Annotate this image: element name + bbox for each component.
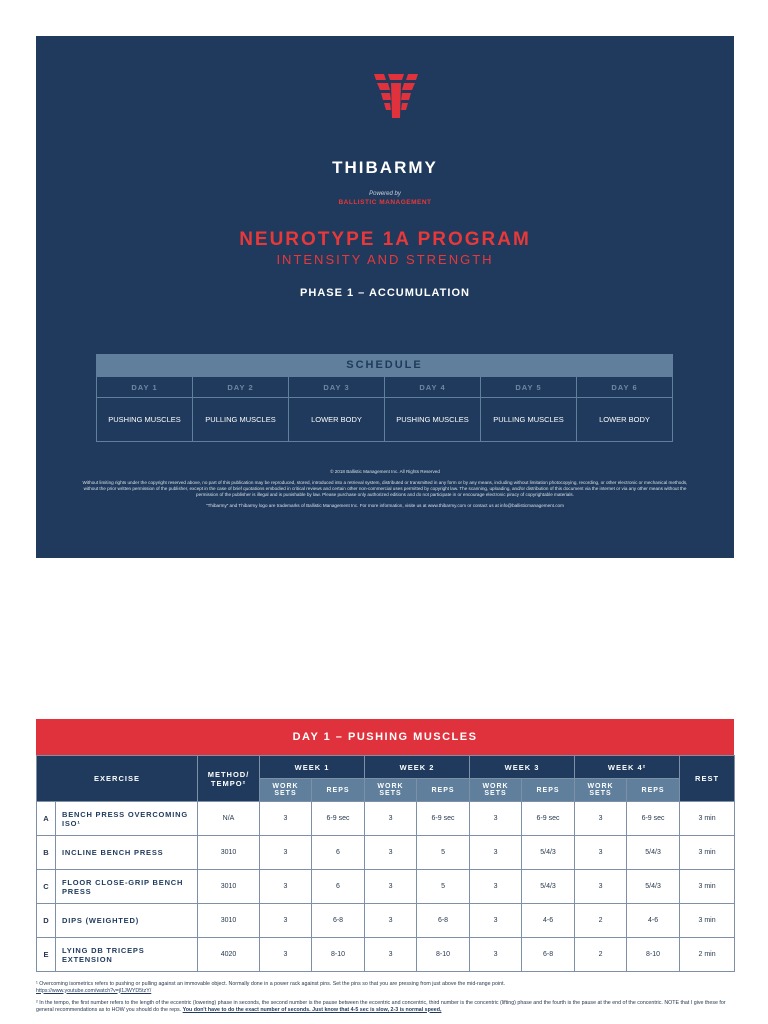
cover-panel: [36, 36, 734, 558]
program-title: NEUROTYPE 1A PROGRAM: [239, 229, 531, 250]
schedule-focus: PUSHING MUSCLES: [385, 398, 481, 442]
copyright-line: © 2018 Ballistic Management Inc. All Rights Reserved: [330, 469, 440, 474]
cell-w2r: 6-9 sec: [417, 802, 470, 836]
cell-w2s: 3: [365, 802, 417, 836]
schedule-focus: PUSHING MUSCLES: [97, 398, 193, 442]
cell-w4s: 3: [575, 836, 627, 870]
partner-name: BALLISTIC MANAGEMENT: [338, 199, 432, 206]
schedule-day-label: DAY 5: [481, 377, 577, 398]
cell-w4s: 2: [575, 938, 627, 972]
cell-w3s: 3: [470, 938, 522, 972]
cell-w3s: 3: [470, 836, 522, 870]
schedule-title: SCHEDULE: [96, 354, 673, 377]
footnote-2-emphasis: You don't have to do the exact number of seconds. Just know that 4-5 sec is slow, 2-3 is normal speed,: [182, 1006, 442, 1013]
cell-w1r: 6: [312, 836, 365, 870]
table-row: [37, 836, 735, 870]
row-letter: D: [37, 904, 56, 938]
cell-w2s: 3: [365, 870, 417, 904]
schedule-day-label: DAY 2: [193, 377, 289, 398]
schedule-focus: PULLING MUSCLES: [481, 398, 577, 442]
row-letter: E: [37, 938, 56, 972]
cell-w4r: 5/4/3: [627, 870, 680, 904]
cell-w3r: 5/4/3: [522, 836, 575, 870]
cell-w3s: 3: [470, 870, 522, 904]
cell-w1s: 3: [260, 802, 312, 836]
row-letter: C: [37, 870, 56, 904]
day1-table: [36, 719, 734, 972]
exercise-name: DIPS (WEIGHTED): [56, 904, 198, 938]
week-header: WEEK 4²: [575, 756, 680, 779]
schedule-day-label: DAY 6: [577, 377, 673, 398]
cell-method: 3010: [198, 870, 260, 904]
schedule-table: [96, 354, 673, 442]
cell-w3r: 5/4/3: [522, 870, 575, 904]
table-body: [37, 802, 735, 972]
cell-w4s: 3: [575, 870, 627, 904]
cell-w1r: 6-9 sec: [312, 802, 365, 836]
footnote-2: [36, 1000, 734, 1013]
cell-w1s: 3: [260, 836, 312, 870]
powered-by-label: Powered by: [369, 191, 401, 197]
reps-header: REPS: [627, 779, 680, 802]
schedule-day-label: DAY 4: [385, 377, 481, 398]
reps-header: REPS: [522, 779, 575, 802]
footnote-1: ¹ Overcoming isometrics refers to pushing or pulling against an immovable object. Normally done in a power rack against pins. Set the pins so that you are pressing from just above the mid-range point.: [36, 981, 506, 987]
cell-w4r: 4-6: [627, 904, 680, 938]
footnote-2-text: ² In the tempo, the first number refers to the length of the eccentric (lowering) phase in seconds, the second number is the pause between the eccentric and concentric, third number is the concentric (lifting) phase and the fourth is the pause at the end of the concentric. NOTE that I give these for general recommendations as to HOW you should do the reps.: [36, 1000, 726, 1013]
cell-w2s: 3: [365, 836, 417, 870]
cell-w1r: 8-10: [312, 938, 365, 972]
schedule-focus: LOWER BODY: [577, 398, 673, 442]
workout-table: [36, 755, 735, 972]
cell-rest: 3 min: [680, 836, 735, 870]
row-letter: B: [37, 836, 56, 870]
schedule-day-label: DAY 3: [289, 377, 385, 398]
cell-w2r: 5: [417, 836, 470, 870]
rights-paragraph: Without limiting rights under the copyright reserved above, no part of this publication may be reproduced, stored, introduced into a retrieval system, distributed or transmitted in any form or by any means, including without limitation photocopying, recording, or other electronic or mechanical methods, without the prior written permission of the publisher, except in the case of brief quotations embodied in critical reviews and certain other non-commercial uses permitted by copyright law. The scanning, uploading, and/or distribution of this document via the internet or via any other means without the permission of the publisher is illegal and is punishable by law. Please purchase only authorized editions and do not participate in or encourage electronic piracy of copyrightable materials.: [82, 480, 688, 497]
cell-w4r: 6-9 sec: [627, 802, 680, 836]
cell-w4r: 5/4/3: [627, 836, 680, 870]
rest-header: REST: [680, 756, 735, 802]
table-row: [37, 938, 735, 972]
table-row: [37, 904, 735, 938]
table-row: [37, 802, 735, 836]
cell-w1r: 6-8: [312, 904, 365, 938]
cell-w4r: 8-10: [627, 938, 680, 972]
phase-title: PHASE 1 – ACCUMULATION: [300, 287, 470, 299]
work-sets-header: WORK SETS: [575, 779, 627, 802]
week-header: WEEK 3: [470, 756, 575, 779]
legal-notice: [76, 469, 694, 514]
cell-w1s: 3: [260, 870, 312, 904]
cell-w1s: 3: [260, 938, 312, 972]
work-sets-header: WORK SETS: [260, 779, 312, 802]
exercise-name: FLOOR CLOSE-GRIP BENCH PRESS: [56, 870, 198, 904]
exercise-name: LYING DB TRICEPS EXTENSION: [56, 938, 198, 972]
method-header: METHOD/ TEMPO²: [198, 756, 260, 802]
day1-banner: DAY 1 – PUSHING MUSCLES: [36, 719, 734, 755]
cell-w1r: 6: [312, 870, 365, 904]
reps-header: REPS: [312, 779, 365, 802]
cell-rest: 3 min: [680, 802, 735, 836]
schedule-focus: PULLING MUSCLES: [193, 398, 289, 442]
work-sets-header: WORK SETS: [470, 779, 522, 802]
cell-method: 4020: [198, 938, 260, 972]
cell-w1s: 3: [260, 904, 312, 938]
work-sets-header: WORK SETS: [365, 779, 417, 802]
cell-w4s: 3: [575, 802, 627, 836]
cell-w4s: 2: [575, 904, 627, 938]
footnote-link[interactable]: https://www.youtube.com/watch?v=jl1JWYD5tzY/: [36, 987, 152, 994]
program-subtitle: INTENSITY AND STRENGTH: [276, 252, 494, 267]
cell-method: N/A: [198, 802, 260, 836]
brand-name: THIBARMY: [332, 158, 438, 177]
cell-w3r: 4-6: [522, 904, 575, 938]
schedule-grid: [96, 377, 673, 442]
cell-w2r: 8-10: [417, 938, 470, 972]
exercise-header: EXERCISE: [37, 756, 198, 802]
week-header: WEEK 2: [365, 756, 470, 779]
table-row: [37, 870, 735, 904]
exercise-name: INCLINE BENCH PRESS: [56, 836, 198, 870]
cell-method: 3010: [198, 904, 260, 938]
footnotes: [36, 981, 734, 1013]
cell-w3s: 3: [470, 904, 522, 938]
schedule-day-label: DAY 1: [97, 377, 193, 398]
cell-rest: 3 min: [680, 870, 735, 904]
reps-header: REPS: [417, 779, 470, 802]
cell-w3r: 6-9 sec: [522, 802, 575, 836]
row-letter: A: [37, 802, 56, 836]
cell-w2s: 3: [365, 904, 417, 938]
schedule-focus: LOWER BODY: [289, 398, 385, 442]
exercise-name: BENCH PRESS OVERCOMING ISO¹: [56, 802, 198, 836]
week-header: WEEK 1: [260, 756, 365, 779]
cell-w2s: 3: [365, 938, 417, 972]
cell-rest: 3 min: [680, 904, 735, 938]
cell-method: 3010: [198, 836, 260, 870]
cell-w3r: 6-8: [522, 938, 575, 972]
trademark-line: “Thibarmy” and Thibarmy logo are trademarks of Ballistic Management Inc. For more information, visite us at www.thibarmy.com or contact us at info@ballisticmanagement.com: [206, 503, 564, 508]
cell-w2r: 5: [417, 870, 470, 904]
thibarmy-logo-icon: [372, 72, 420, 120]
cell-rest: 2 min: [680, 938, 735, 972]
cell-w3s: 3: [470, 802, 522, 836]
cell-w2r: 6-8: [417, 904, 470, 938]
